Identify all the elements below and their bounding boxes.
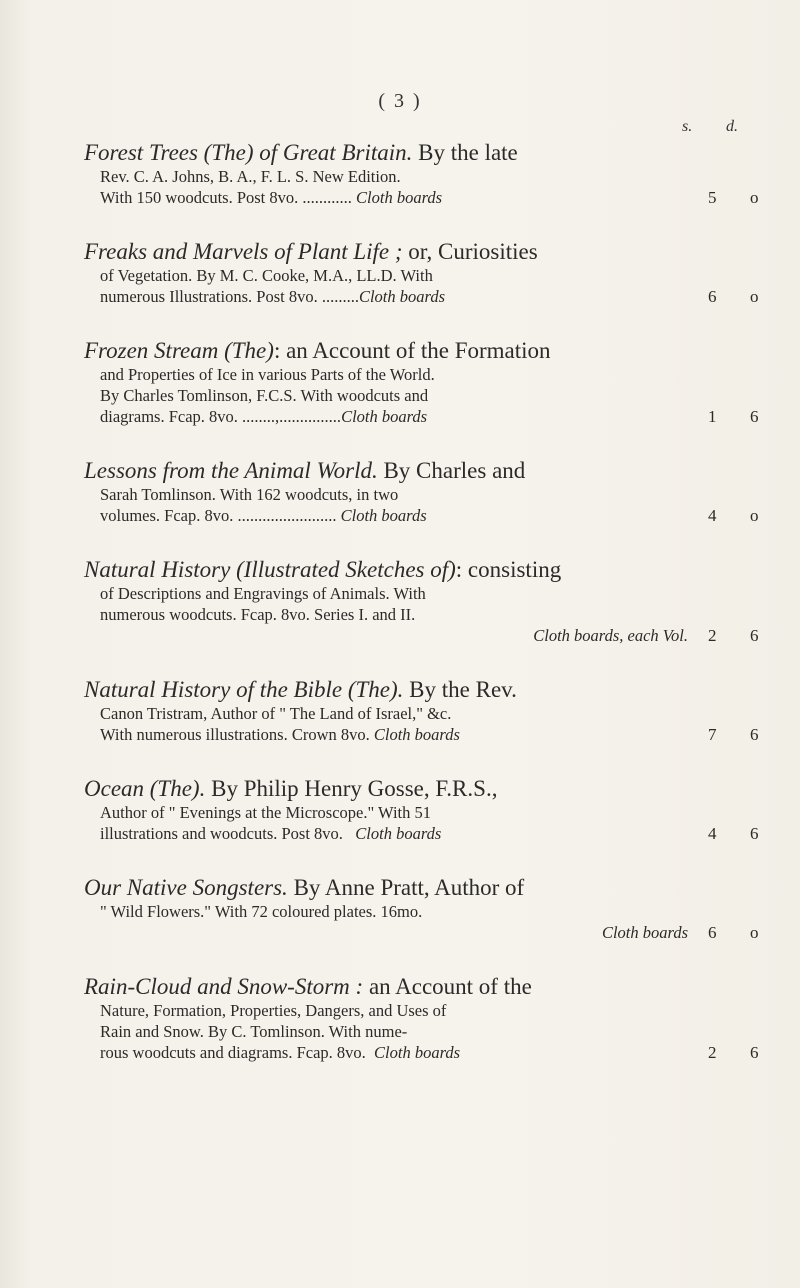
catalogue-entry — [84, 338, 760, 427]
entry-lead — [84, 974, 760, 1000]
entry-body — [84, 583, 760, 646]
catalogue-entry — [84, 239, 760, 307]
entry-line: and Properties of Ice in various Parts of the World. — [100, 365, 435, 384]
entry-line — [100, 286, 688, 307]
entry-line: of Vegetation. By M. C. Cooke, M.A., LL.D. With — [100, 266, 433, 285]
catalogue-entry — [84, 458, 760, 526]
price-shillings: 2 — [708, 1043, 717, 1062]
price-pence: 6 — [750, 824, 759, 843]
entry-lead-rest: By Philip Henry Gosse, F.R.S., — [205, 776, 498, 801]
entry-line: Rev. C. A. Johns, B. A., F. L. S. New Edition. — [100, 167, 401, 186]
entry-binding: Cloth boards — [355, 824, 442, 843]
price-pence: o — [750, 506, 759, 525]
entry-line: By Charles Tomlinson, F.C.S. With woodcuts and — [100, 386, 429, 405]
entry-title: Our Native Songsters. — [84, 875, 288, 900]
entry-binding: Cloth boards — [356, 188, 443, 207]
entry-body — [84, 901, 760, 943]
entry-lead-rest: By the Rev. — [403, 677, 517, 702]
entry-lead — [84, 458, 760, 484]
entry-line-text: diagrams. Fcap. 8vo. ........,............... — [100, 407, 342, 426]
entry-line — [100, 724, 688, 745]
shillings-header: s. — [682, 118, 693, 135]
entry-body — [84, 364, 760, 427]
entry-body — [84, 265, 760, 307]
entry-body — [84, 1000, 760, 1063]
entry-line-text: rous woodcuts and diagrams. Fcap. 8vo. — [100, 1043, 366, 1062]
entry-lead — [84, 338, 760, 364]
price-pence: o — [750, 188, 759, 207]
entry-line: Author of " Evenings at the Microscope." With 51 — [100, 803, 431, 822]
price-pence: o — [750, 923, 759, 942]
entry-binding: Cloth boards — [601, 923, 688, 942]
entry-lead-rest: By the late — [412, 140, 518, 165]
entry-line: of Descriptions and Engravings of Animals. With — [100, 584, 426, 603]
entry-lead — [84, 776, 760, 802]
entry-line-text: With numerous illustrations. Crown 8vo. — [100, 725, 370, 744]
entry-title: Lessons from the Animal World. — [84, 458, 378, 483]
entry-line-text: volumes. Fcap. 8vo. ........................ — [100, 506, 337, 525]
price-shillings: 2 — [708, 626, 717, 645]
entry-binding: Cloth boards — [358, 287, 445, 306]
entry-lead-rest: an Account of the — [363, 974, 532, 999]
price-shillings: 6 — [708, 923, 717, 942]
entry-title: Natural History (Illustrated Sketches of) — [84, 557, 456, 582]
catalogue-entry — [84, 875, 760, 943]
price-pence: 6 — [750, 407, 759, 426]
catalogue-entries — [84, 140, 760, 1094]
entry-title: Freaks and Marvels of Plant Life ; — [84, 239, 403, 264]
catalogue-entry — [84, 140, 760, 208]
entry-lead — [84, 875, 760, 901]
entry-line-text: illustrations and woodcuts. Post 8vo. — [100, 824, 343, 843]
catalogue-entry — [84, 677, 760, 745]
entry-line — [100, 505, 688, 526]
entry-lead-rest: By Charles and — [377, 458, 526, 483]
entry-title: Rain-Cloud and Snow-Storm : — [84, 974, 364, 999]
price-pence: 6 — [750, 1043, 759, 1062]
price-shillings: 7 — [708, 725, 717, 744]
entry-line-text: numerous Illustrations. Post 8vo. ......... — [100, 287, 359, 306]
entry-lead — [84, 677, 760, 703]
catalogue-entry — [84, 776, 760, 844]
entry-line: Canon Tristram, Author of " The Land of Israel," &c. — [100, 704, 452, 723]
price-shillings: 4 — [708, 824, 717, 843]
entry-body — [84, 802, 760, 844]
entry-title: Natural History of the Bible (The). — [84, 677, 404, 702]
entry-lead-rest: or, Curiosities — [402, 239, 538, 264]
entry-line — [100, 187, 688, 208]
entry-line-text: With 150 woodcuts. Post 8vo. ............ — [100, 188, 352, 207]
entry-body — [84, 484, 760, 526]
entry-title: Frozen Stream (The) — [84, 338, 274, 363]
entry-title: Ocean (The). — [84, 776, 206, 801]
entry-line — [100, 406, 688, 427]
catalogue-entry — [84, 557, 760, 646]
price-shillings: 5 — [708, 188, 717, 207]
entry-body — [84, 166, 760, 208]
entry-line: numerous woodcuts. Fcap. 8vo. Series I. and II. — [100, 605, 416, 624]
price-shillings: 6 — [708, 287, 717, 306]
entry-lead-rest: : an Account of the Formation — [273, 338, 551, 363]
entry-line: Sarah Tomlinson. With 162 woodcuts, in two — [100, 485, 399, 504]
pence-header: d. — [726, 118, 738, 135]
price-pence: 6 — [750, 725, 759, 744]
entry-line: Rain and Snow. By C. Tomlinson. With nume- — [100, 1022, 408, 1041]
entry-binding: Cloth boards — [340, 506, 427, 525]
page-number: ( 3 ) — [378, 90, 422, 112]
entry-binding: Cloth boards — [341, 407, 428, 426]
entry-title: Forest Trees (The) of Great Britain. — [84, 140, 413, 165]
entry-binding: Cloth boards — [373, 725, 460, 744]
entry-body — [84, 703, 760, 745]
price-shillings: 4 — [708, 506, 717, 525]
catalogue-entry — [84, 974, 760, 1063]
price-pence: o — [750, 287, 759, 306]
entry-line: " Wild Flowers." With 72 coloured plates. 16mo. — [100, 902, 423, 921]
entry-lead — [84, 239, 760, 265]
entry-line — [100, 1042, 688, 1063]
entry-line — [100, 823, 688, 844]
price-pence: 6 — [750, 626, 759, 645]
entry-binding: Cloth boards, each Vol. — [533, 626, 688, 645]
entry-lead-rest: By Anne Pratt, Author of — [287, 875, 525, 900]
entry-lead — [84, 140, 760, 166]
entry-binding: Cloth boards — [374, 1043, 461, 1062]
entry-lead — [84, 557, 760, 583]
price-shillings: 1 — [708, 407, 717, 426]
entry-line: Nature, Formation, Properties, Dangers, and Uses of — [100, 1001, 447, 1020]
entry-lead-rest: : consisting — [455, 557, 562, 582]
